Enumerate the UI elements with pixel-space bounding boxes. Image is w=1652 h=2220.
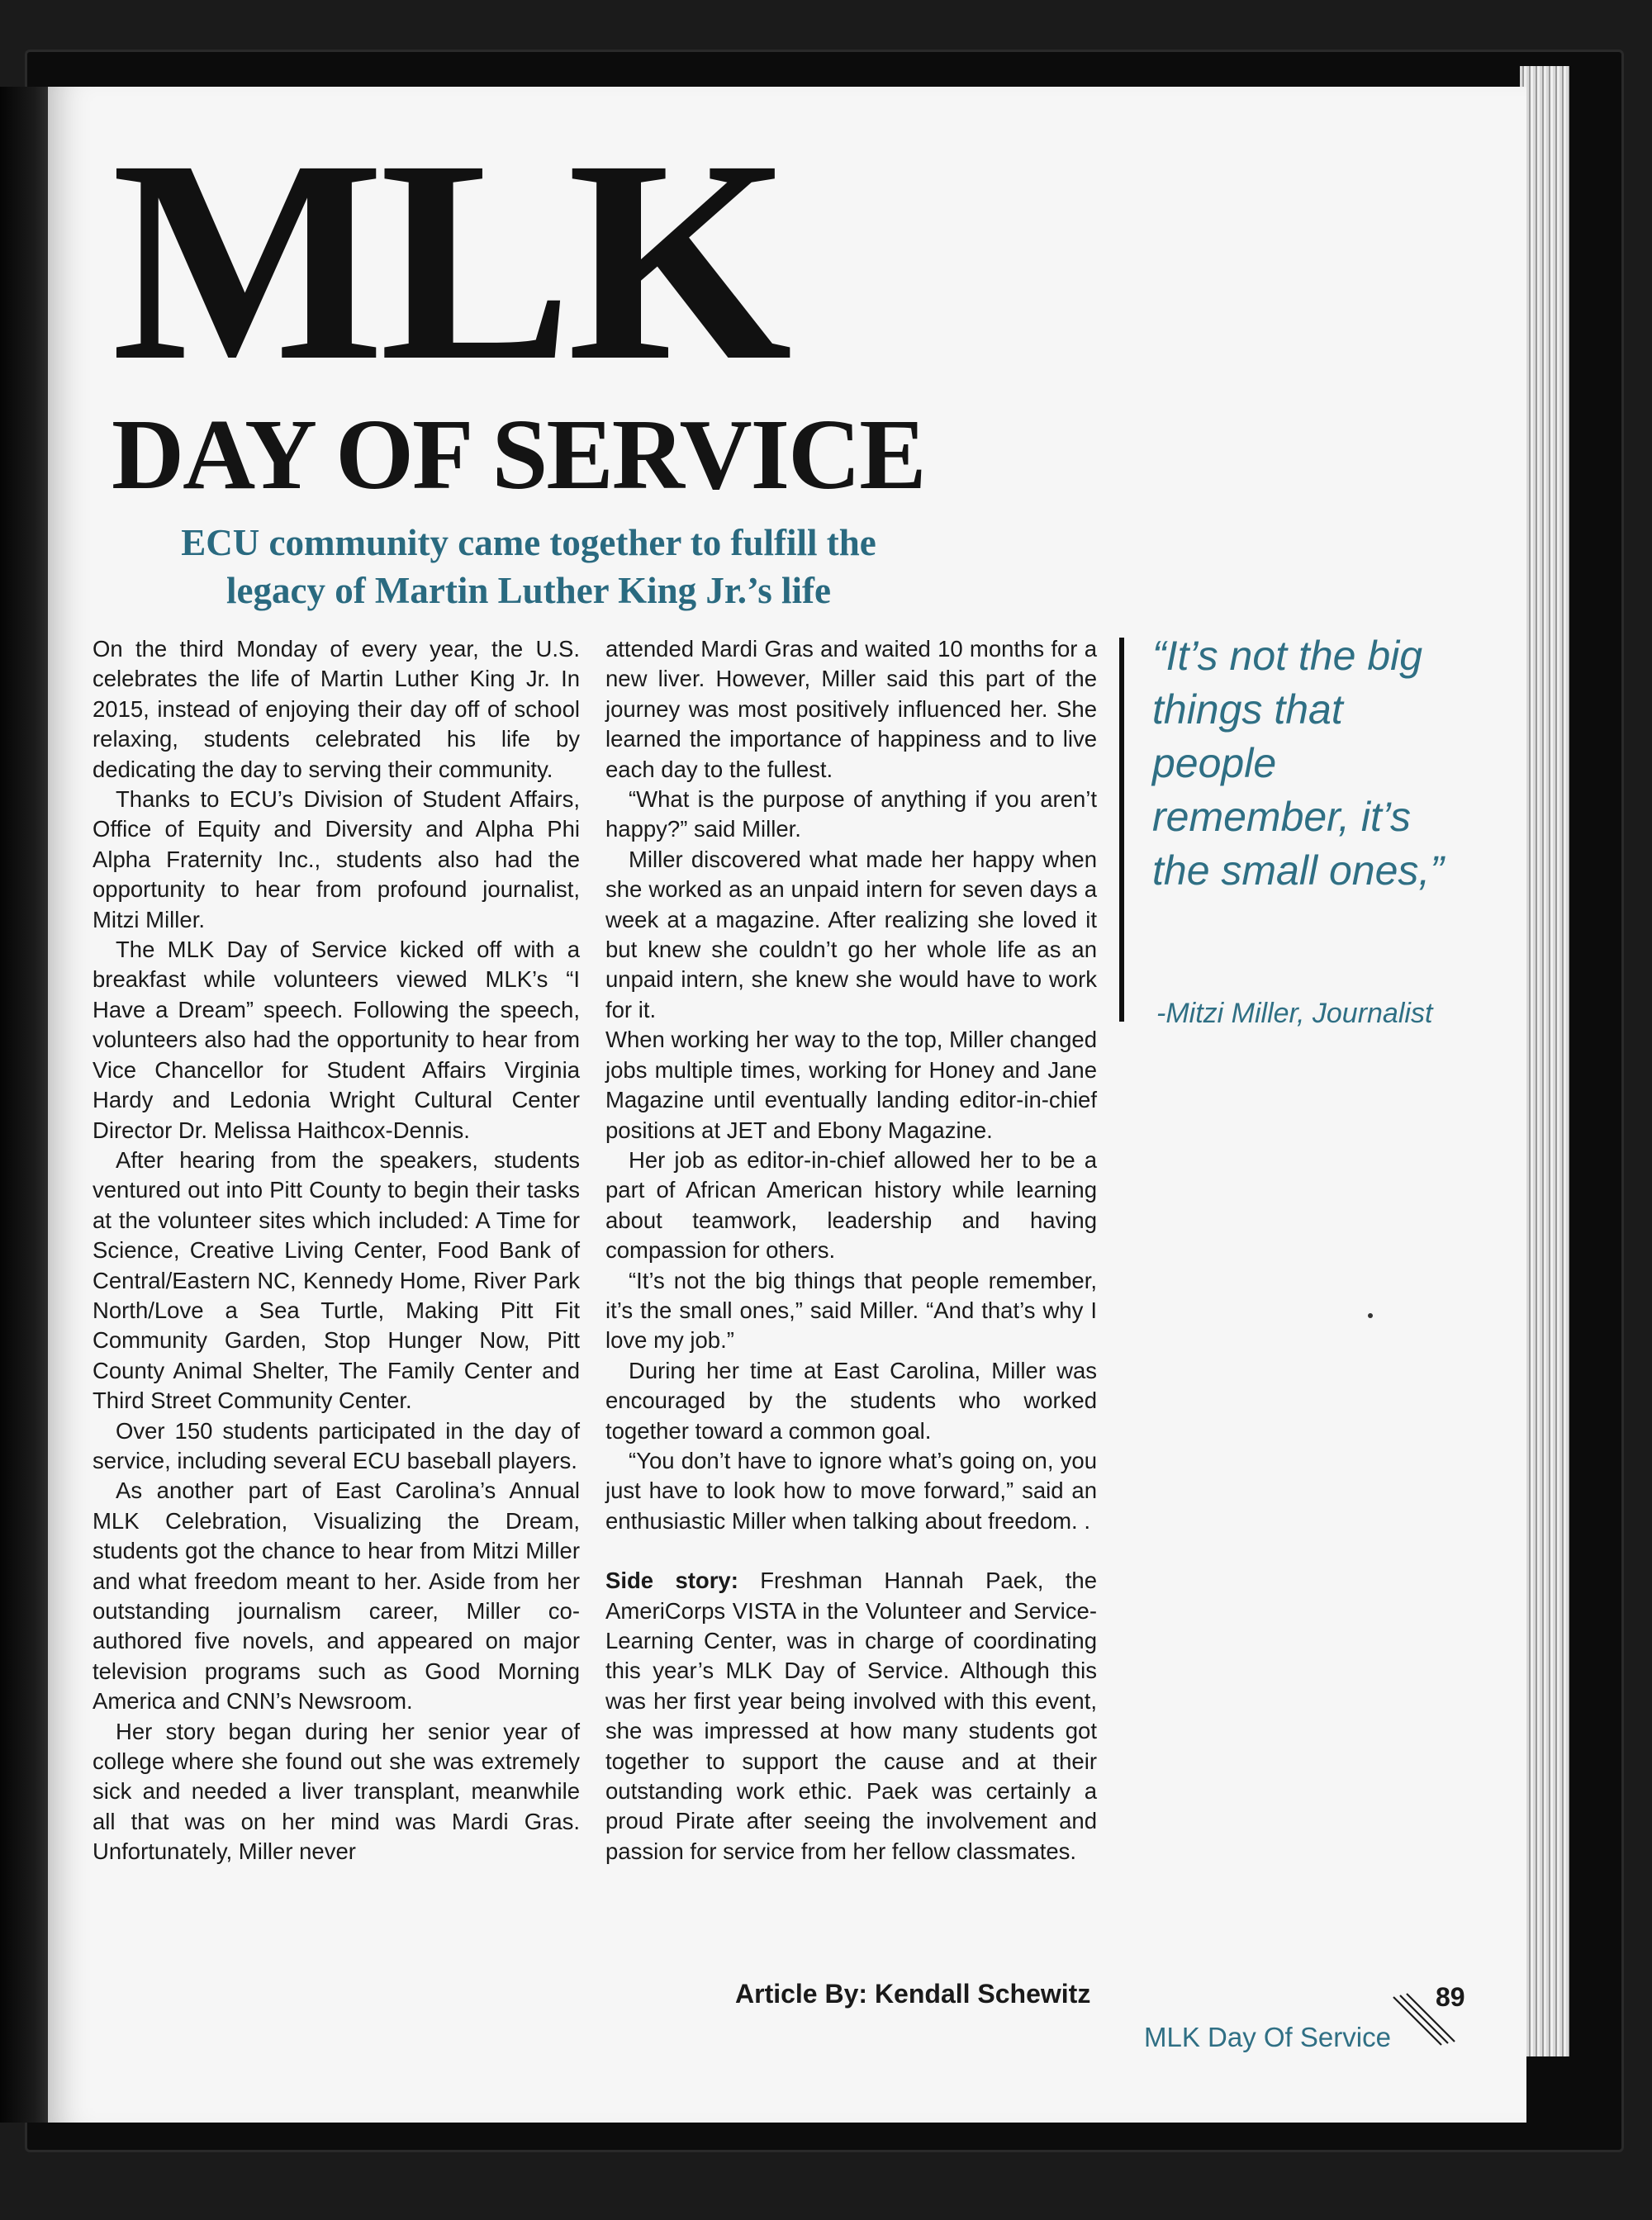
paragraph: As another part of East Carolina’s Annual MLK Celebration, Visualizing the Dream, students got the chance to hear from Mitzi Miller and what freedom meant to her. Aside from her outstanding journalism career, Miller co-authored five novels, and appeared on major television programs such as Good Morning America and CNN’s Newsroom.	[93, 1478, 580, 1715]
deck-line-1: ECU community came together to fulfill the	[181, 522, 876, 563]
paragraph: On the third Monday of every year, the U.S. celebrates the life of Martin Luther King Jr. In 2015, instead of enjoying their day off of school relaxing, students celebrated his life by dedicating the day to serving their community.	[93, 636, 580, 782]
pullquote: “It’s not the big things that people remember, it’s the small ones,”	[1152, 633, 1444, 894]
title-mlk: MLK	[112, 100, 788, 420]
paragraph: During her time at East Carolina, Miller was encouraged by the students who worked together toward a common goal.	[605, 1357, 1097, 1444]
paragraph: Over 150 students participated in the day of service, including several ECU baseball players.	[93, 1417, 580, 1473]
section-name: MLK Day Of Service	[1144, 2022, 1391, 2052]
page-number: 89	[1436, 1982, 1465, 2012]
paragraph: Thanks to ECU’s Division of Student Affairs, Office of Equity and Diversity and Alpha Phi Alpha Fraternity Inc., students also had the opportunity to hear from profound journalist, Mitzi Miller.	[93, 786, 580, 932]
paragraph: “What is the purpose of anything if you aren’t happy?” said Miller.	[605, 786, 1097, 842]
article-deck	[116, 519, 942, 614]
paragraph: After hearing from the speakers, students ventured out into Pitt County to begin their tasks at the volunteer sites which included: A Time for Science, Creative Living Center, Food Bank of Central/Eastern NC, Kennedy Home, River Park North/Love a Sea Turtle, Making Pitt Fit Community Garden, Stop Hunger Now, Pitt County Animal Shelter, The Family Center and Third Street Community Center.	[93, 1146, 580, 1414]
paragraph: “It’s not the big things that people remember, it’s the small ones,” said Miller. “And that’s why I love my job.”	[605, 1267, 1097, 1354]
paragraph: When working her way to the top, Miller changed jobs multiple times, working for Honey and Jane Magazine until eventually landing editor-in-chief positions at JET and Ebony Magazine.	[605, 1027, 1097, 1143]
article-column-1	[93, 634, 580, 1867]
paragraph: Her story began during her senior year of college where she found out she was extremely sick and needed a liver transplant, meanwhile all that was on her mind was Mardi Gras. Unfortunately, Miller never	[93, 1718, 580, 1865]
paragraph: The MLK Day of Service kicked off with a breakfast while volunteers viewed MLK’s “I Have a Dream” speech. Following the speech, volunteers also had the opportunity to hear from Vice Chancellor for Student Affairs Virginia Hardy and Ledonia Wright Cultural Center Director Dr. Melissa Haithcox-Dennis.	[93, 937, 580, 1143]
byline: Article By: Kendall Schewitz	[735, 1979, 1091, 2009]
deck-line-2: legacy of Martin Luther King Jr.’s life	[226, 570, 831, 611]
print-speck	[1368, 1313, 1373, 1318]
paragraph: attended Mardi Gras and waited 10 months for a new liver. However, Miller said this part of the journey was most positively influenced her. She learned the importance of happiness and to live each day to the fullest.	[605, 636, 1097, 782]
slash-lines-icon	[1392, 1989, 1458, 2055]
article-column-2	[605, 634, 1097, 1867]
paragraph: “You don’t have to ignore what’s going on, you just have to look how to move forward,” said an enthusiastic Miller when talking about freedom. .	[605, 1447, 1097, 1534]
pullquote-attribution: -Mitzi Miller, Journalist	[1156, 998, 1433, 1029]
side-story	[605, 1566, 1097, 1867]
side-story-label: Side story:	[605, 1568, 738, 1594]
side-story-text: Freshman Hannah Paek, the AmeriCorps VISTA in the Volunteer and Service-Learning Center, was in charge of coordinating this year’s MLK Day of Service. Although this was her first year being involved with this event, she was impressed at how many students got together to support the cause and at their outstanding work ethic. Paek was certainly a proud Pirate after seeing the involvement and passion for service from her fellow classmates.	[605, 1568, 1098, 1864]
pullquote-rule	[1119, 638, 1124, 1022]
title-day-of-service: DAY OF SERVICE	[112, 399, 925, 510]
paragraph: Her job as editor-in-chief allowed her to be a part of African American history while learning about teamwork, leadership and having compassion for others.	[605, 1146, 1097, 1264]
page-edges	[1520, 66, 1569, 2056]
paragraph: Miller discovered what made her happy when she worked as an unpaid intern for seven days a week at a magazine. After realizing she loved it but knew she couldn’t go her whole life as an unpaid intern, she knew she would have to work for it.	[605, 846, 1097, 1022]
